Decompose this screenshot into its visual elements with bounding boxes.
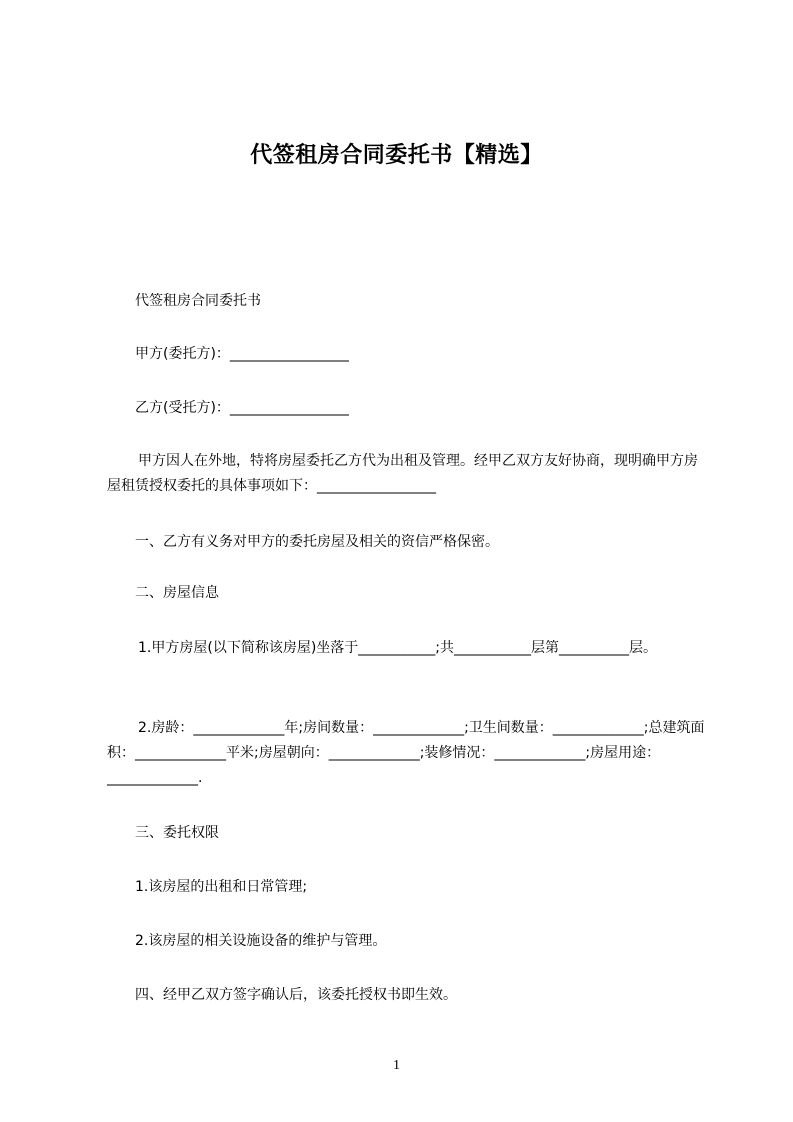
party-a-line: 甲方(委托方)：_________________ xyxy=(135,346,349,362)
document-title: 代签租房合同委托书【精选】 xyxy=(250,143,543,168)
party-b-line: 乙方(受托方)：_________________ xyxy=(135,400,349,416)
page-number: 1 xyxy=(393,1058,400,1073)
document-subtitle: 代签租房合同委托书 xyxy=(135,293,261,309)
clause-2-item-1: 1.甲方房屋(以下简称该房屋)坐落于___________;共___________层第__________层。 xyxy=(138,640,657,656)
clause-2-heading: 二、房屋信息 xyxy=(135,585,219,601)
clause-3-heading: 三、委托权限 xyxy=(135,825,219,841)
clause-2-item-2: 2.房龄：_____________年;房间数量：_____________;卫生间数量：_____________;总建筑面积：_____________平米;房屋朝向：_____________;装修情况：_____________;房屋用途：_____________. xyxy=(107,720,705,786)
intro-paragraph: 甲方因人在外地，特将房屋委托乙方代为出租及管理。经甲乙双方友好协商，现明确甲方房屋租赁授权委托的具体事项如下：_________________ xyxy=(107,453,698,494)
clause-1: 一、乙方有义务对甲方的委托房屋及相关的资信严格保密。 xyxy=(135,534,499,550)
clause-3-item-1: 1.该房屋的出租和日常管理; xyxy=(135,879,308,895)
clause-3-item-2: 2.该房屋的相关设施设备的维护与管理。 xyxy=(135,933,387,949)
clause-4: 四、经甲乙双方签字确认后，该委托授权书即生效。 xyxy=(135,987,457,1003)
